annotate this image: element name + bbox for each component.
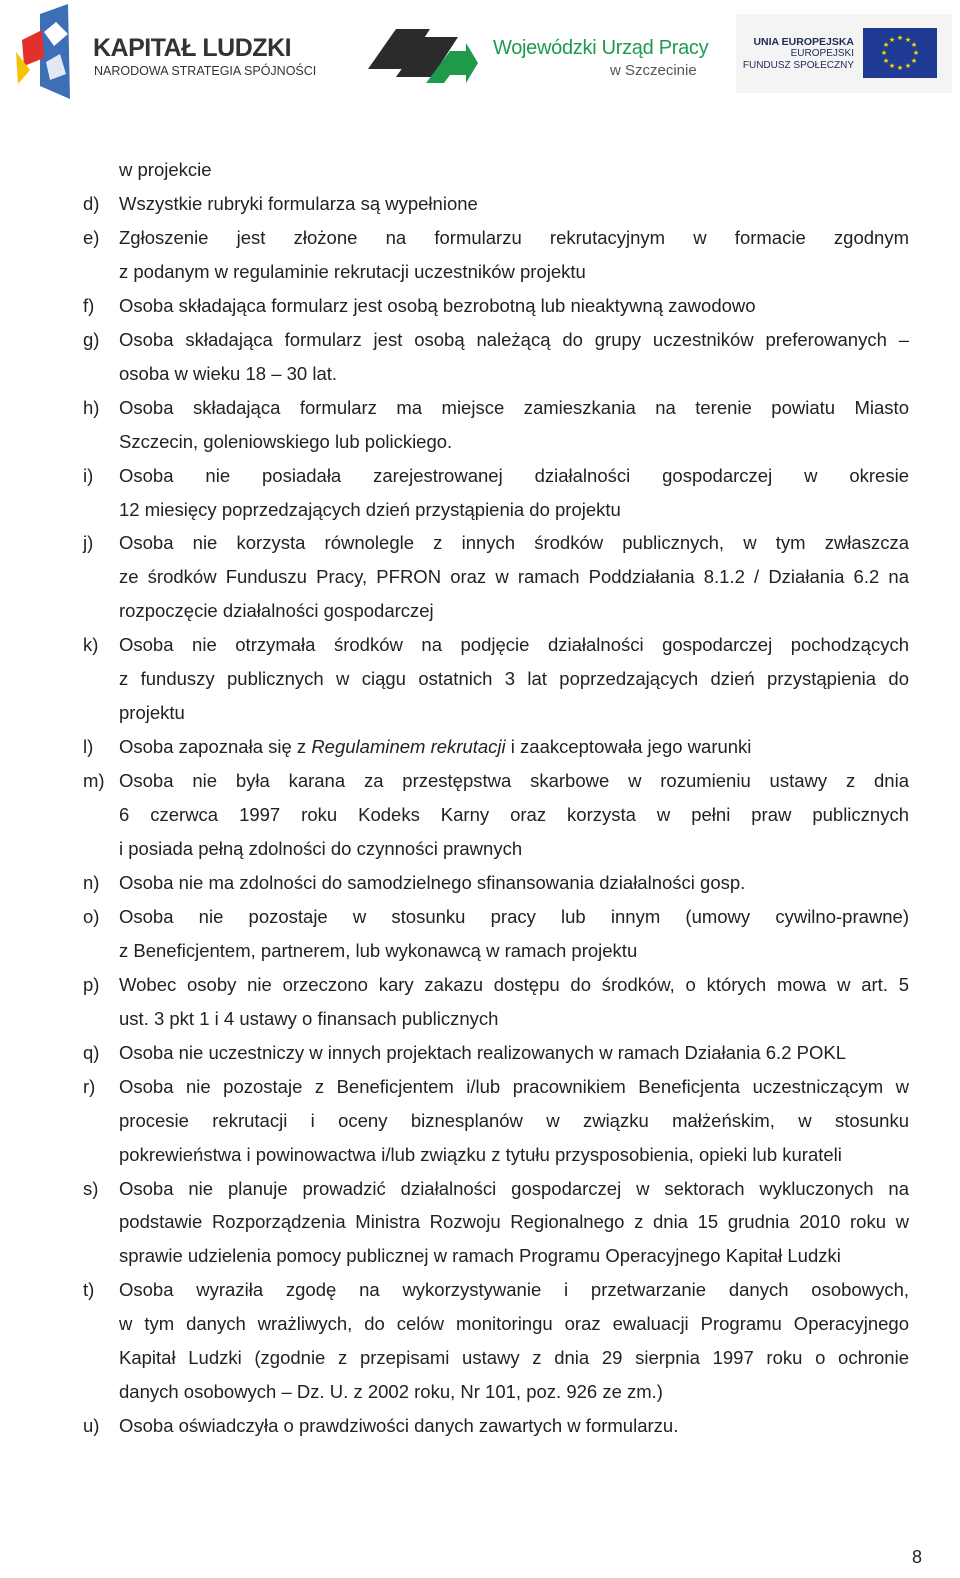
list-marker: g): [83, 329, 100, 350]
wup-title: Wojewódzki Urząd Pracy: [493, 37, 709, 59]
list-item-text: 12 miesięcy poprzedzających dzień przystąpienia do projektu: [119, 499, 621, 520]
page-number: 8: [912, 1547, 923, 1567]
list-marker: f): [83, 295, 95, 316]
list-item-text-part: Osoba zapoznała się z: [119, 736, 312, 757]
list-item-text: w projekcie: [119, 159, 212, 180]
kapital-ludzki-subtitle: NARODOWA STRATEGIA SPÓJNOŚCI: [94, 64, 317, 78]
list-item-text: 6 czerwca 1997 roku Kodeks Karny oraz korzysta w pełni praw publicznych: [119, 804, 909, 825]
list-item-text: Osoba nie pozostaje z Beneficjentem i/lub pracownikiem Beneficjenta uczestniczącym w: [119, 1076, 909, 1097]
list-item-text: danych osobowych – Dz. U. z 2002 roku, Nr 101, poz. 926 ze zm.): [119, 1381, 663, 1402]
list-marker: d): [83, 193, 100, 214]
list-marker: j): [83, 532, 94, 553]
list-item-text: Zgłoszenie jest złożone na formularzu rekrutacyjnym w formacie zgodnym: [119, 227, 909, 248]
list-item-text: Osoba nie korzysta równolegle z innych środków publicznych, w tym zwłaszcza: [119, 532, 909, 553]
list-item-text: z Beneficjentem, partnerem, lub wykonawcą w ramach projektu: [119, 940, 638, 961]
list-item-text: podstawie Rozporządzenia Ministra Rozwoju Regionalnego z dnia 15 grudnia 2010 roku w: [119, 1211, 909, 1232]
eu-line-1: UNIA EUROPEJSKA: [753, 36, 854, 48]
eu-flag-icon: [863, 28, 937, 78]
svg-text:★: ★: [904, 62, 912, 70]
svg-text:★: ★: [910, 41, 918, 49]
list-marker: s): [83, 1178, 99, 1199]
kapital-ludzki-title: KAPITAŁ LUDZKI: [93, 34, 292, 62]
list-item-text: Osoba wyraziła zgodę na wykorzystywanie i przetwarzanie danych osobowych,: [119, 1279, 909, 1300]
list-item-text: Wszystkie rubryki formularza są wypełnione: [119, 193, 478, 214]
list-marker: t): [83, 1279, 95, 1300]
list-marker: o): [83, 906, 100, 927]
list-marker: l): [83, 736, 94, 757]
list-item-text: Osoba nie posiadała zarejestrowanej działalności gospodarczej w okresie: [119, 465, 909, 486]
list-marker: u): [83, 1415, 100, 1436]
list-item-text: Osoba składająca formularz ma miejsce zamieszkania na terenie powiatu Miasto: [119, 397, 909, 418]
list-item-text: i posiada pełną zdolności do czynności prawnych: [119, 838, 523, 859]
list-item-text-part: i zaakceptowała jego warunki: [505, 736, 752, 757]
list-marker: m): [83, 770, 105, 791]
list-marker: h): [83, 397, 100, 418]
svg-text:★: ★: [888, 62, 896, 70]
list-item-text: Osoba nie ma zdolności do samodzielnego sfinansowania działalności gosp.: [119, 872, 746, 893]
page-header: [0, 0, 960, 105]
list-marker: p): [83, 974, 100, 995]
svg-text:★: ★: [904, 36, 912, 44]
list-item-text: [119, 736, 751, 758]
list-item-text: rozpoczęcie działalności gospodarczej: [119, 600, 434, 621]
list-item-text: Osoba nie była karana za przestępstwa skarbowe w rozumieniu ustawy z dnia: [119, 770, 909, 791]
svg-text:★: ★: [882, 41, 890, 49]
list-item-text: w tym danych wrażliwych, do celów monitoringu oraz ewaluacji Programu Operacyjnego: [119, 1313, 909, 1334]
list-item-text: Szczecin, goleniowskiego lub polickiego.: [119, 431, 453, 452]
list-item-text: projektu: [119, 702, 185, 723]
svg-text:★: ★: [882, 57, 890, 65]
list-item-text: z funduszy publicznych w ciągu ostatnich 3 lat poprzedzających dzień przystąpienia do: [119, 668, 909, 689]
list-item-text: osoba w wieku 18 – 30 lat.: [119, 363, 338, 384]
svg-text:★: ★: [912, 49, 920, 57]
list-item-text: ust. 3 pkt 1 i 4 ustawy o finansach publicznych: [119, 1008, 499, 1029]
list-item-text: ze środków Funduszu Pracy, PFRON oraz w ramach Poddziałania 8.1.2 / Działania 6.2 na: [119, 566, 909, 587]
wup-subtitle: w Szczecinie: [610, 62, 697, 79]
kapital-ludzki-emblem-icon: [8, 4, 88, 99]
list-marker: q): [83, 1042, 100, 1063]
list-item-text: Wobec osoby nie orzeczono kary zakazu dostępu do środków, o których mowa w art. 5: [119, 974, 909, 995]
svg-text:★: ★: [896, 64, 904, 72]
list-marker: r): [83, 1076, 96, 1097]
svg-text:★: ★: [888, 36, 896, 44]
list-item-text: Osoba nie planuje prowadzić działalności gospodarczej w sektorach wykluczonych na: [119, 1178, 909, 1199]
svg-text:★: ★: [896, 34, 904, 42]
eu-line-3: FUNDUSZ SPOŁECZNY: [742, 60, 854, 71]
list-item-text: sprawie udzielenia pomocy publicznej w ramach Programu Operacyjnego Kapitał Ludzki: [119, 1245, 841, 1266]
svg-text:★: ★: [880, 49, 888, 57]
list-item-text: Osoba nie otrzymała środków na podjęcie działalności gospodarczej pochodzących: [119, 634, 909, 655]
regulamin-reference: Regulaminem rekrutacji: [311, 736, 506, 757]
eu-line-2: EUROPEJSKI: [790, 48, 854, 59]
list-marker: i): [83, 465, 94, 486]
list-marker: k): [83, 634, 99, 655]
wup-emblem-icon: [366, 25, 709, 95]
list-item-text: pokrewieństwa i powinowactwa i/lub związku z tytułu przysposobienia, opieki lub kurateli: [119, 1144, 842, 1165]
list-marker: e): [83, 227, 100, 248]
list-marker: n): [83, 872, 100, 893]
list-item-text: Osoba nie uczestniczy w innych projektach realizowanych w ramach Działania 6.2 POKL: [119, 1042, 846, 1063]
list-item-text: Osoba składająca formularz jest osobą należącą do grupy uczestników preferowanych –: [119, 329, 909, 350]
svg-text:★: ★: [910, 57, 918, 65]
list-item-text: Osoba nie pozostaje w stosunku pracy lub innym (umowy cywilno-prawne): [119, 906, 909, 927]
list-item-text: Osoba oświadczyła o prawdziwości danych zawartych w formularzu.: [119, 1415, 679, 1436]
list-item-text: Kapitał Ludzki (zgodnie z przepisami ustawy z dnia 29 sierpnia 1997 roku o ochronie: [119, 1347, 909, 1368]
list-item-text: Osoba składająca formularz jest osobą bezrobotną lub nieaktywną zawodowo: [119, 295, 756, 316]
list-item-text: procesie rekrutacji i oceny biznesplanów w związku małżeńskim, w stosunku: [119, 1110, 909, 1131]
list-item-text: z podanym w regulaminie rekrutacji uczestników projektu: [119, 261, 586, 282]
